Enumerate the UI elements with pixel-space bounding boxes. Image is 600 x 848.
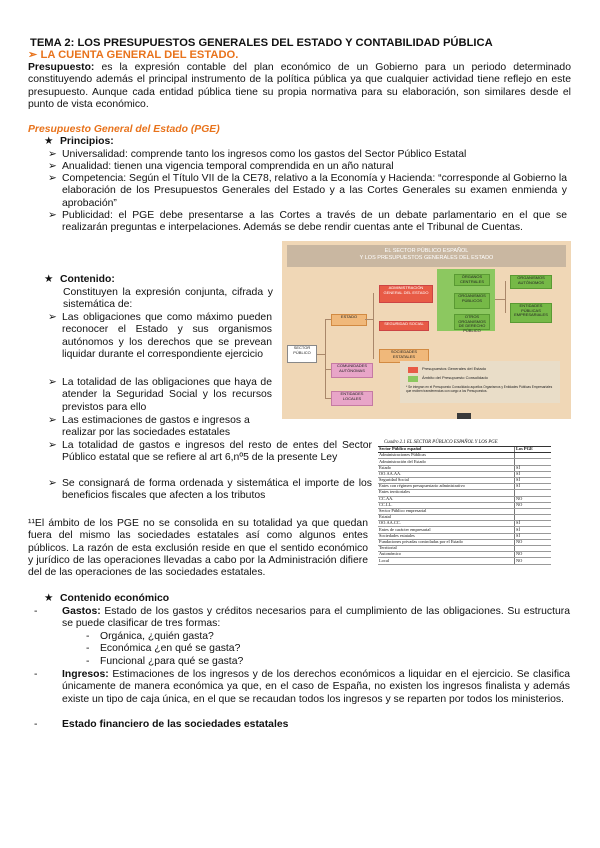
star-icon: ★ — [44, 593, 54, 604]
list-item: ➢ Las estimaciones de gastos e ingresos a realizar por las sociedades estatales — [48, 415, 250, 439]
principios-label: Principios: — [60, 136, 114, 147]
table-cell-sector: Entes territoriales — [378, 490, 515, 496]
ingresos-item: - Ingresos: Estimaciones de los ingresos y de los derechos económicos a liquidar en el ejercicio. Se clasifica únicamente de manera económica ya que, en el caso de España, no existen los ingresos finalista y además existe un tipo de caja única, en el que se recaudan todos los ingresos y se reparten por todos los ministerios. — [34, 669, 570, 705]
list-item: - Funcional ¿para qué se gasta? — [86, 656, 244, 667]
principio-text: Universalidad: comprende tanto los ingresos como los gastos del Sector Público Estatal — [62, 149, 467, 160]
image-edge — [457, 413, 471, 419]
arrow-bullet-icon: ➢ — [48, 377, 57, 388]
table-cell-sector: Local — [378, 558, 515, 564]
arrow-bullet-icon: ➢ — [48, 173, 57, 184]
intro-term: Presupuesto: — [28, 62, 95, 73]
table-cell-pge: NO — [515, 539, 552, 545]
table-cell-pge: NO — [515, 502, 552, 508]
ingresos-term: Ingresos: — [62, 669, 109, 680]
table-cell-sector: Estado — [378, 465, 515, 471]
financiero-item: - Estado financiero de las sociedades estatales — [34, 719, 289, 730]
table-cell-pge: SÍ — [515, 477, 552, 483]
legend — [400, 361, 560, 403]
ccaa-box: COMUNIDADES AUTÓNOMAS — [331, 363, 373, 378]
org-central-box: ÓRGANOS CENTRALES — [454, 274, 490, 286]
soc-box: SOCIEDADES ESTATALES — [379, 349, 429, 363]
arrow-bullet-icon: ➢ — [48, 478, 57, 489]
principio-text: Anualidad: tienen una vigencia temporal comprendida en un año natural — [62, 161, 394, 172]
legend-swatch-pge — [408, 367, 418, 373]
table-cell-pge: SÍ — [515, 533, 552, 539]
document-title: TEMA 2: LOS PRESUPUESTOS GENERALES DEL ESTADO Y CONTABILIDAD PÚBLICA — [30, 37, 493, 49]
table-cell-sector: OO.AA.CC. — [378, 521, 515, 527]
oa-box: ORGANISMOS AUTÓNOMOS — [510, 275, 552, 289]
table-cell-sector: OO.AA.AA. — [378, 471, 515, 477]
table-cell-sector: Entes de carácter empresarial — [378, 527, 515, 533]
table-cell-pge: NO — [515, 558, 552, 564]
arrow-bullet-icon: ➢ — [48, 415, 57, 426]
table-cell-pge: SÍ — [515, 484, 552, 490]
legend-text: Presupuestos Generales del Estado — [422, 366, 487, 371]
list-item — [48, 173, 567, 210]
list-item — [48, 210, 567, 235]
list-item: ➢ La totalidad de gastos e ingresos del resto de entes del Sector Público estatal que se refiere al art 6,nº5 de la presente Ley — [48, 440, 372, 464]
table-cell-sector: Fundaciones privadas controladas por el Estado — [378, 539, 515, 545]
estado-box: ESTADO — [331, 314, 367, 326]
intro-text: es la expresión contable del plan económico de un Gobierno para un periodo determinado constituyendo además el principal instrumento de la política pública ya que cualquier actividad tiene reflejo en este presupuesto. Aunque cada entidad pública tiene su propia normativa para su elaboración, son similares desde el punto de vista económico. — [28, 62, 571, 110]
table-header: Sector Público español — [378, 447, 515, 453]
intro-paragraph — [28, 62, 571, 111]
star-icon: ★ — [44, 136, 54, 147]
sector-publico-box: SECTOR PÚBLICO — [287, 345, 317, 363]
principios-heading — [44, 136, 114, 148]
nota-paragraph: ¹¹El ámbito de los PGE no se consolida en su totalidad ya que quedan fuera del mismo las sociedades estatales así como algunos entes públicos. La razón de esta exclusión reside en que el sentido económico y jurídico de las operaciones llevadas a cabo por la Administración difiere del de las operaciones de las sociedades estatales. — [28, 518, 368, 579]
table-caption: Cuadro 2.1 EL SECTOR PÚBLICO ESPAÑOL Y LOS PGE — [384, 440, 498, 445]
economico-heading — [44, 593, 170, 605]
diagram-title: EL SECTOR PÚBLICO ESPAÑOL Y LOS PRESUPUESTOS GENERALES DEL ESTADO — [287, 245, 566, 267]
table-cell-pge: SÍ — [515, 471, 552, 477]
gastos-text: Estado de los gastos y créditos necesarios para el cumplimiento de las obligaciones. Su estructura se puede clasificar de tres formas: — [62, 606, 570, 630]
arrow-bullet-icon: ➢ — [48, 312, 57, 323]
principio-text: Publicidad: el PGE debe presentarse a las Cortes a través de un debate parlamentario en el que se realizarán preguntas e interpelaciones. Además se debe rendir cuentas ante el Tribunal de Cuentas. — [62, 210, 567, 234]
table-cell-pge: NO — [515, 552, 552, 558]
legend-swatch-consolidado — [408, 376, 418, 382]
ent-box: ENTIDADES PÚBLICAS EMPRESARIALES — [510, 303, 552, 323]
sector-publico-table — [378, 440, 551, 590]
arrow-bullet-icon: ➢ — [48, 149, 57, 160]
org-publicos-box: ORGANISMOS PÚBLICOS — [454, 293, 490, 309]
table — [378, 446, 551, 565]
table-cell-pge: NO — [515, 496, 552, 502]
list-item: ➢ Las obligaciones que como máximo pueden reconocer el Estado y sus organismos autónomos y los derechos que se prevean liquidar durante el correspondiente ejercicio — [48, 312, 272, 360]
contenido-label: Contenido: — [60, 274, 115, 285]
table-row — [378, 558, 551, 564]
arrow-bullet-icon: ➢ — [48, 161, 57, 172]
table-cell-sector: Estatal — [378, 515, 515, 521]
financiero-label: Estado financiero de las sociedades estatales — [62, 719, 289, 730]
gastos-item: - Gastos: Estado de los gastos y créditos necesarios para el cumplimiento de las obligaciones. Su estructura se puede clasificar de tres formas: — [34, 606, 570, 630]
sector-publico-diagram — [282, 241, 571, 419]
list-item: - Orgánica, ¿quién gasta? — [86, 631, 214, 642]
list-item: ➢ La totalidad de las obligaciones que haya de atender la Seguridad Social y los recursos previstos para ello — [48, 377, 272, 413]
list-item: - Económica ¿en qué se gasta? — [86, 643, 241, 654]
gastos-term: Gastos: — [62, 606, 101, 617]
table-cell-sector: CC.LL. — [378, 502, 515, 508]
admin-box: ADMINISTRACIÓN GENERAL DEL ESTADO — [379, 285, 433, 303]
section-subtitle: ➢ LA CUENTA GENERAL DEL ESTADO. — [28, 49, 239, 61]
table-cell-sector: CC.AA. — [378, 496, 515, 502]
legend-text: Ámbito del Presupuesto Consolidado — [422, 375, 488, 380]
legend-footnote: * Se integran en el Presupuesto Consolidado aquellos Organismos y Entidades Públicas Empresariales que reciben transferencias con cargo a los Presupuestos. — [406, 385, 553, 393]
otros-org-box: OTROS ORGANISMOS DE DERECHO PÚBLICO — [454, 314, 490, 330]
contenido-intro: Constituyen la expresión conjunta, cifrada y sistemática de: — [63, 287, 273, 311]
table-cell-sector: Administraciones Públicas — [378, 453, 515, 459]
arrow-bullet-icon: ➢ — [48, 210, 57, 221]
table-cell-pge: SÍ — [515, 521, 552, 527]
table-cell-sector: Autonómico — [378, 552, 515, 558]
table-header: Los PGE — [515, 447, 552, 453]
table-cell-sector: Territorial — [378, 546, 515, 552]
table-cell-sector: Sector Público empresarial — [378, 508, 515, 514]
contenido-heading — [44, 274, 115, 286]
table-cell-sector: Seguridad Social — [378, 477, 515, 483]
economico-label: Contenido económico — [60, 593, 170, 604]
list-item — [48, 149, 567, 161]
table-cell-sector: Entes con régimen presupuestario administrativo — [378, 484, 515, 490]
pge-heading: Presupuesto General del Estado (PGE) — [28, 124, 220, 135]
table-cell-sector: Administración del Estado — [378, 459, 515, 465]
list-item — [48, 161, 567, 173]
arrow-bullet-icon: ➢ — [48, 440, 57, 451]
principio-text: Competencia: Según el Título VII de la CE78, relativo a la Economía y Hacienda: “corresponde al Gobierno la elaboración de los Presupuestos Generales del Estado y a las Cortes Generales su examen enmienda y aprobación” — [62, 173, 567, 209]
table-cell-sector: Sociedades estatales — [378, 533, 515, 539]
local-box: ENTIDADES LOCALES — [331, 391, 373, 406]
list-item: ➢ Se consignará de forma ordenada y sistemática el importe de los beneficios fiscales que afecten a los tributos — [48, 478, 372, 502]
ingresos-text: Estimaciones de los ingresos y de los derechos económicos a liquidar en el ejercicio. Se clasifica únicamente de manera económica ya que, en el caso de España, no existen los ingresos finalista y además existe un tipo de caja única, en el que se recaudan todos los ingresos y se reparten por todos los ministerios. — [62, 669, 570, 705]
ss-box: SEGURIDAD SOCIAL — [379, 321, 429, 331]
star-icon: ★ — [44, 274, 54, 285]
table-cell-pge: SÍ — [515, 527, 552, 533]
table-cell-pge: SÍ — [515, 465, 552, 471]
